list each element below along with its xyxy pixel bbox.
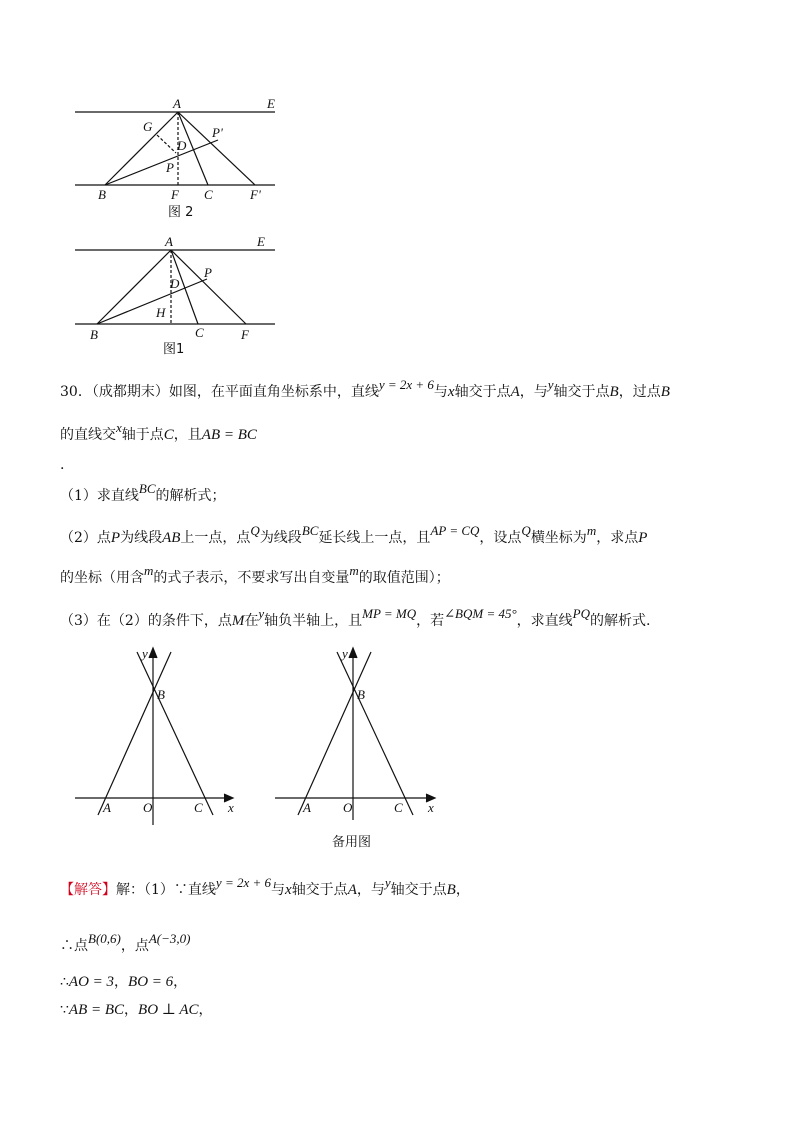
label-G: G [143,119,153,134]
label-B: B [90,327,98,342]
label-B: B [157,687,165,702]
problem-line-2: 的直线交x轴于点C，且AB = BC [60,420,257,443]
question-2-line-1: （2）点P为线段AB上一点，点Q为线段BC延长线上一点，且AP = CQ，设点Q横坐标为m，求点P [60,523,648,546]
line-BC [137,652,213,815]
label-H: H [156,305,166,320]
segment-BP-prime [105,140,218,185]
label-C: C [394,800,403,815]
line-AB [98,652,171,815]
label-A: A [103,800,111,815]
figure-1 [70,233,290,358]
spare-coordinate-figure [270,640,450,855]
answer-line-3: ∴AO = 3，BO = 6， [60,974,188,990]
coordinate-figure [70,640,250,835]
label-A: A [165,234,173,249]
problem-line-3: . [60,457,65,473]
dashed-GD [157,135,176,153]
line-BC [337,652,413,815]
label-P-prime: P' [212,125,223,140]
label-F: F [171,187,179,202]
label-y: y [342,646,348,661]
answer-line-2: ∴点B(0,6)，点A(−3,0) [60,931,191,954]
figure-2 [70,95,290,225]
answer-line-4: ∵AB = BC，BO ⊥ AC， [60,1002,213,1018]
line-AB [298,652,371,815]
figure-2-caption: 图 2 [168,205,194,220]
label-P: P [204,265,212,280]
y-axis-arrow [149,648,157,658]
label-A: A [303,800,311,815]
label-P: P [166,160,174,175]
label-D: D [177,138,187,153]
label-B: B [357,687,365,702]
label-A: A [173,96,181,111]
label-B: B [98,187,106,202]
label-O: O [343,800,353,815]
segment-BP [97,279,207,324]
label-y: y [142,646,148,661]
figure-1-caption: 图1 [163,342,185,357]
spare-figure-caption: 备用图 [332,835,372,850]
question-1: （1）求直线BC的解析式； [60,481,226,504]
label-x: x [228,800,234,815]
label-F-prime: F' [250,187,261,202]
label-C: C [204,187,213,202]
y-axis-arrow [349,648,357,658]
label-D: D [170,276,180,291]
answer-tag: 【解答】 [60,882,116,898]
segment-AF-prime [178,112,255,185]
label-F: F [241,327,249,342]
label-E: E [257,234,265,249]
label-C: C [194,800,203,815]
label-C: C [195,325,204,340]
problem-line-1: 30．（成都期末）如图，在平面直角坐标系中，直线y = 2x + 6与x轴交于点A，与y轴交于点B，过点B [60,377,670,400]
label-E: E [267,96,275,111]
segment-AF [171,250,246,324]
question-3: （3）在（2）的条件下，点M在y轴负半轴上，且MP = MQ，若∠BQM = 45°，求直线PQ的解析式. [60,606,651,629]
answer-line-1: 【解答】解：（1）∵直线y = 2x + 6与x轴交于点A，与y轴交于点B， [60,875,470,898]
label-x: x [428,800,434,815]
question-2-line-2: 的坐标（用含m的式子表示，不要求写出自变量m的取值范围）； [60,563,450,586]
label-O: O [143,800,153,815]
